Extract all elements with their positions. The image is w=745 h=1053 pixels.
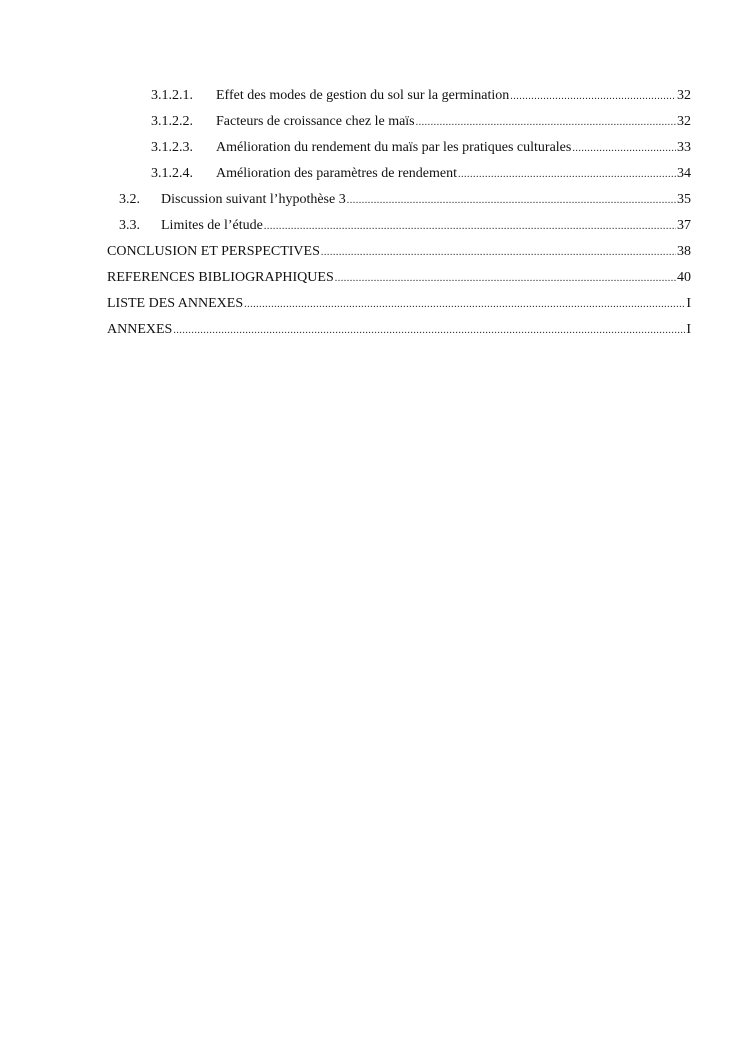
dot-leader bbox=[572, 139, 676, 159]
toc-title: Facteurs de croissance chez le maïs bbox=[216, 114, 415, 129]
dot-leader bbox=[264, 217, 676, 237]
toc-title: Discussion suivant l’hypothèse 3 bbox=[161, 192, 346, 207]
toc-page-number: I bbox=[686, 322, 691, 337]
toc-title: REFERENCES BIBLIOGRAPHIQUES bbox=[107, 270, 334, 285]
toc-page-number: 32 bbox=[677, 114, 691, 129]
toc-entry-3-1-2-3[interactable] bbox=[107, 138, 691, 164]
dot-leader bbox=[244, 295, 685, 315]
toc-entry-3-1-2-4[interactable] bbox=[107, 164, 691, 190]
toc-entry-3-1-2-2[interactable] bbox=[107, 112, 691, 138]
toc-page-number: 33 bbox=[677, 140, 691, 155]
toc-page-number: 35 bbox=[677, 192, 691, 207]
toc-number: 3.1.2.2. bbox=[151, 114, 193, 129]
toc-title: Amélioration des paramètres de rendement bbox=[216, 166, 458, 181]
toc-title: Limites de l’étude bbox=[161, 218, 263, 233]
dot-leader bbox=[510, 87, 676, 107]
toc-page-number: 32 bbox=[677, 88, 691, 103]
dot-leader bbox=[321, 243, 676, 263]
toc-entry-3-3[interactable] bbox=[107, 216, 691, 242]
toc-page-number: 34 bbox=[677, 166, 691, 181]
dot-leader bbox=[173, 321, 685, 341]
toc-title: ANNEXES bbox=[107, 322, 173, 337]
toc-number: 3.1.2.3. bbox=[151, 140, 193, 155]
toc-title: LISTE DES ANNEXES bbox=[107, 296, 244, 311]
toc-title: CONCLUSION ET PERSPECTIVES bbox=[107, 244, 320, 259]
dot-leader bbox=[335, 269, 676, 289]
toc-number: 3.1.2.4. bbox=[151, 166, 193, 181]
toc-title: Effet des modes de gestion du sol sur la germination bbox=[216, 88, 510, 103]
toc-page-number: 37 bbox=[677, 218, 691, 233]
toc-entry-conclusion[interactable] bbox=[107, 242, 691, 268]
dot-leader bbox=[458, 165, 676, 185]
toc-entry-3-1-2-1[interactable] bbox=[107, 86, 691, 112]
toc-entry-references[interactable] bbox=[107, 268, 691, 294]
toc-entry-annexes[interactable] bbox=[107, 320, 691, 346]
toc-page-number: I bbox=[686, 296, 691, 311]
toc-number: 3.3. bbox=[119, 218, 140, 233]
table-of-contents bbox=[107, 86, 691, 346]
toc-number: 3.2. bbox=[119, 192, 140, 207]
dot-leader bbox=[416, 113, 676, 133]
toc-number: 3.1.2.1. bbox=[151, 88, 193, 103]
dot-leader bbox=[347, 191, 676, 211]
toc-page-number: 40 bbox=[677, 270, 691, 285]
toc-entry-liste-annexes[interactable] bbox=[107, 294, 691, 320]
toc-page-number: 38 bbox=[677, 244, 691, 259]
toc-entry-3-2[interactable] bbox=[107, 190, 691, 216]
toc-title: Amélioration du rendement du maïs par les pratiques culturales bbox=[216, 140, 572, 155]
